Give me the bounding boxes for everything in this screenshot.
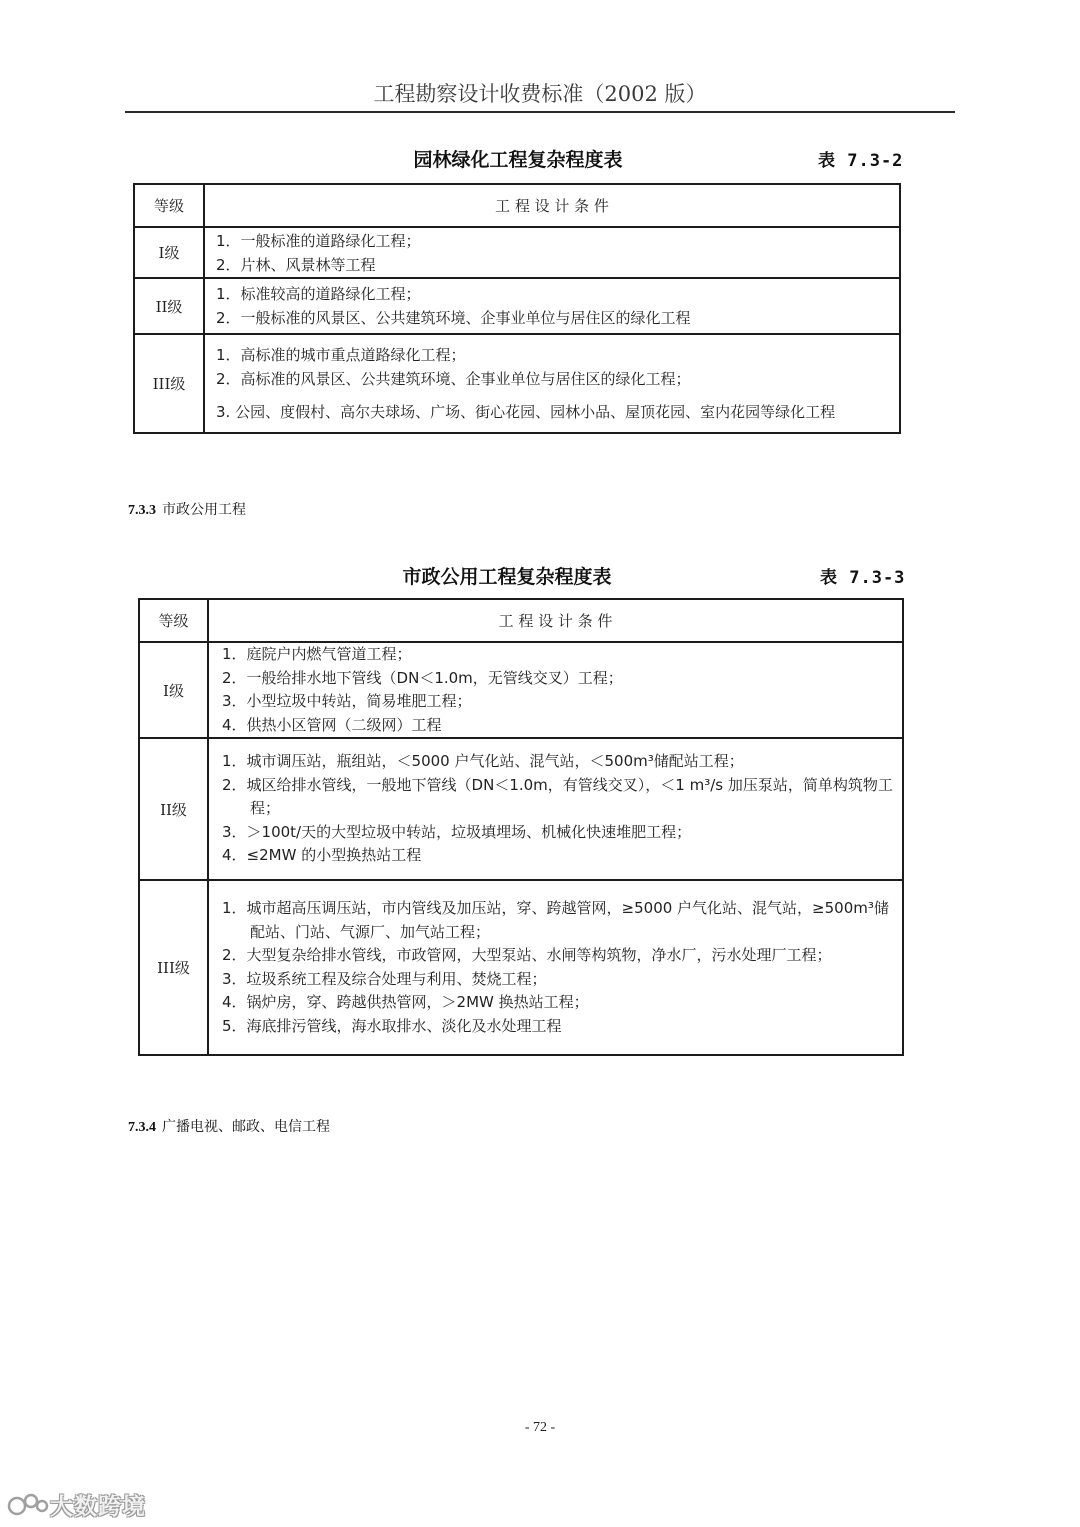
conditions-cell xyxy=(204,334,900,433)
grade-cell: I级 xyxy=(139,642,208,738)
table-row xyxy=(134,227,900,278)
watermark-text: 大数跨境 xyxy=(50,1493,146,1520)
grade-cell: I级 xyxy=(134,227,204,278)
condition-item: 1．高标准的城市重点道路绿化工程； xyxy=(216,346,466,364)
table-7-3-3-number: 表 7.3-3 xyxy=(820,568,906,588)
section-heading-7-3-4 xyxy=(128,1118,330,1137)
section-heading-7-3-3 xyxy=(128,501,246,520)
header-rule xyxy=(125,111,955,113)
grade-cell: III级 xyxy=(139,880,208,1055)
table-7-3-2 xyxy=(133,183,901,434)
watermark-logo-icon xyxy=(6,1489,50,1519)
table-row xyxy=(139,880,903,1055)
section-number: 7.3.3 xyxy=(128,503,156,518)
conditions-cell xyxy=(204,227,900,278)
grade-cell: II级 xyxy=(134,278,204,334)
page-number: - 72 - xyxy=(524,1420,556,1435)
condition-item: 1．城市超高压调压站，市内管线及加压站，穿、跨越管网，≥5000 户气化站、混气站，≥500m³储配站、门站、气源厂、加气站工程； xyxy=(222,899,889,941)
table-row xyxy=(134,334,900,433)
condition-item: 4．≤2MW 的小型换热站工程 xyxy=(222,846,422,865)
table-row xyxy=(139,738,903,880)
condition-item: 3. 公园、度假村、高尔夫球场、广场、街心花园、园林小品、屋顶花园、室内花园等绿化工程 xyxy=(216,403,836,421)
table-header-row xyxy=(139,599,903,642)
condition-item: 3．垃圾系统工程及综合处理与利用、焚烧工程； xyxy=(222,969,547,988)
condition-item: 1．一般标准的道路绿化工程； xyxy=(216,231,421,250)
condition-item: 4．供热小区管网（二级网）工程 xyxy=(222,715,442,734)
conditions-cell xyxy=(208,642,903,738)
grade-cell: III级 xyxy=(134,334,204,433)
table-header-row xyxy=(134,184,900,227)
condition-item: 2．大型复杂给排水管线，市政管网，大型泵站、水闸等构筑物，净水厂，污水处理厂工程； xyxy=(222,946,832,964)
table-row xyxy=(134,278,900,334)
condition-item: 4．锅炉房，穿、跨越供热管网，＞2MW 换热站工程； xyxy=(222,993,589,1011)
conditions-cell xyxy=(208,738,903,880)
conditions-cell xyxy=(208,880,903,1055)
col-header-conditions: 工 程 设 计 条 件 xyxy=(208,599,903,642)
conditions-cell xyxy=(204,278,900,334)
condition-item: 2．片林、风景林等工程 xyxy=(216,255,376,274)
condition-item: 1．城市调压站，瓶组站，＜5000 户气化站、混气站，＜500m³储配站工程； xyxy=(222,752,744,771)
condition-item: 2．一般给排水地下管线（DN＜1.0m，无管线交叉）工程； xyxy=(222,668,623,687)
section-title: 广播电视、邮政、电信工程 xyxy=(162,1119,330,1135)
condition-item: 1．标准较高的道路绿化工程； xyxy=(216,285,421,303)
table-7-3-3-title: 市政公用工程复杂程度表 xyxy=(402,566,612,588)
section-number: 7.3.4 xyxy=(128,1120,156,1135)
condition-item: 2．高标准的风景区、公共建筑环境、企事业单位与居住区的绿化工程； xyxy=(216,370,691,388)
col-header-grade: 等级 xyxy=(134,184,204,227)
condition-item: 2．城区给排水管线，一般地下管线（DN＜1.0m，有管线交叉），＜1 m³/s 加压泵站，简单构筑物工程； xyxy=(222,775,893,818)
table-7-3-2-title: 园林绿化工程复杂程度表 xyxy=(413,149,623,171)
watermark xyxy=(6,1486,146,1522)
running-header: 工程勘察设计收费标准（2002 版） xyxy=(373,82,707,106)
grade-cell: II级 xyxy=(139,738,208,880)
table-7-3-3 xyxy=(138,598,904,1056)
condition-item: 2．一般标准的风景区、公共建筑环境、企事业单位与居住区的绿化工程 xyxy=(216,309,691,327)
condition-item: 3．＞100t/天的大型垃圾中转站，垃圾填埋场、机械化快速堆肥工程； xyxy=(222,822,692,841)
col-header-grade: 等级 xyxy=(139,599,208,642)
col-header-conditions: 工 程 设 计 条 件 xyxy=(204,184,900,227)
condition-item: 3．小型垃圾中转站，简易堆肥工程； xyxy=(222,692,472,710)
table-7-3-2-number: 表 7.3-2 xyxy=(818,151,904,171)
condition-item: 1．庭院户内燃气管道工程； xyxy=(222,645,412,663)
table-row xyxy=(139,642,903,738)
section-title: 市政公用工程 xyxy=(162,502,246,518)
condition-item: 5．海底排污管线，海水取排水、淡化及水处理工程 xyxy=(222,1016,562,1035)
